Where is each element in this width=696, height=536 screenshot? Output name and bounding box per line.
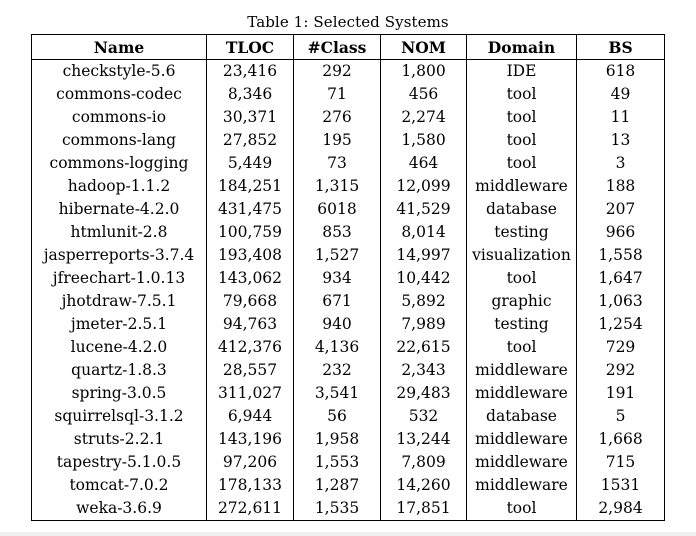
cell-name: jmeter-2.5.1 [32,313,207,336]
cell-bs: 292 [577,359,665,382]
cell-domain: tool [467,267,577,290]
cell-nom: 5,892 [381,290,467,313]
cell-class: 1,287 [294,474,381,497]
cell-tloc: 100,759 [207,221,294,244]
cell-nom: 464 [381,152,467,175]
cell-domain: testing [467,221,577,244]
cell-tloc: 143,196 [207,428,294,451]
cell-name: lucene-4.2.0 [32,336,207,359]
cell-nom: 2,274 [381,106,467,129]
cell-name: squirrelsql-3.1.2 [32,405,207,428]
table-row [32,244,665,267]
cell-tloc: 8,346 [207,83,294,106]
table-row [32,221,665,244]
cell-name: struts-2.2.1 [32,428,207,451]
cell-nom: 456 [381,83,467,106]
table-row [32,451,665,474]
cell-name: commons-io [32,106,207,129]
cell-nom: 29,483 [381,382,467,405]
cell-domain: testing [467,313,577,336]
cell-domain: IDE [467,60,577,84]
cell-bs: 1531 [577,474,665,497]
cell-nom: 1,800 [381,60,467,84]
cell-domain: middleware [467,428,577,451]
cell-bs: 13 [577,129,665,152]
cell-name: tomcat-7.0.2 [32,474,207,497]
cell-bs: 1,668 [577,428,665,451]
header-class: #Class [294,35,381,60]
table-body [32,60,665,521]
cell-class: 940 [294,313,381,336]
cell-domain: tool [467,152,577,175]
cell-tloc: 97,206 [207,451,294,474]
cell-name: commons-codec [32,83,207,106]
table-row [32,474,665,497]
cell-class: 276 [294,106,381,129]
table-row [32,405,665,428]
cell-class: 56 [294,405,381,428]
cell-domain: tool [467,106,577,129]
table-row [32,60,665,84]
cell-bs: 207 [577,198,665,221]
table-row [32,175,665,198]
cell-bs: 188 [577,175,665,198]
cell-tloc: 193,408 [207,244,294,267]
cell-domain: graphic [467,290,577,313]
cell-domain: tool [467,336,577,359]
cell-domain: middleware [467,175,577,198]
cell-class: 195 [294,129,381,152]
cell-bs: 966 [577,221,665,244]
table-caption: Table 1: Selected Systems [247,13,449,31]
cell-bs: 618 [577,60,665,84]
cell-class: 1,535 [294,497,381,521]
cell-domain: tool [467,83,577,106]
header-row [32,35,665,60]
cell-tloc: 5,449 [207,152,294,175]
cell-bs: 5 [577,405,665,428]
cell-tloc: 184,251 [207,175,294,198]
table-row [32,267,665,290]
table-row [32,83,665,106]
cell-domain: middleware [467,474,577,497]
table-row [32,359,665,382]
table-row [32,152,665,175]
cell-class: 1,527 [294,244,381,267]
cell-domain: middleware [467,382,577,405]
cell-domain: middleware [467,359,577,382]
header-nom: NOM [381,35,467,60]
bottom-scroll-strip [0,532,696,536]
cell-nom: 7,809 [381,451,467,474]
cell-class: 1,553 [294,451,381,474]
cell-nom: 22,615 [381,336,467,359]
cell-domain: tool [467,497,577,521]
cell-name: htmlunit-2.8 [32,221,207,244]
cell-name: jfreechart-1.0.13 [32,267,207,290]
cell-bs: 2,984 [577,497,665,521]
cell-tloc: 272,611 [207,497,294,521]
cell-class: 6018 [294,198,381,221]
table-row [32,428,665,451]
cell-tloc: 23,416 [207,60,294,84]
cell-bs: 3 [577,152,665,175]
cell-name: jasperreports-3.7.4 [32,244,207,267]
cell-nom: 14,997 [381,244,467,267]
cell-bs: 729 [577,336,665,359]
header-bs: BS [577,35,665,60]
table-row [32,129,665,152]
cell-bs: 11 [577,106,665,129]
cell-nom: 7,989 [381,313,467,336]
table-row [32,336,665,359]
cell-name: hibernate-4.2.0 [32,198,207,221]
cell-bs: 1,647 [577,267,665,290]
cell-name: commons-logging [32,152,207,175]
cell-name: spring-3.0.5 [32,382,207,405]
cell-class: 853 [294,221,381,244]
cell-name: tapestry-5.1.0.5 [32,451,207,474]
cell-tloc: 79,668 [207,290,294,313]
cell-class: 232 [294,359,381,382]
cell-nom: 12,099 [381,175,467,198]
header-name: Name [32,35,207,60]
cell-bs: 1,254 [577,313,665,336]
table-row [32,313,665,336]
table-row [32,497,665,521]
cell-class: 73 [294,152,381,175]
cell-name: hadoop-1.1.2 [32,175,207,198]
table-row [32,106,665,129]
cell-nom: 17,851 [381,497,467,521]
cell-domain: middleware [467,451,577,474]
cell-tloc: 94,763 [207,313,294,336]
cell-tloc: 412,376 [207,336,294,359]
cell-class: 3,541 [294,382,381,405]
cell-name: weka-3.6.9 [32,497,207,521]
cell-nom: 14,260 [381,474,467,497]
table-row [32,382,665,405]
cell-class: 1,958 [294,428,381,451]
cell-nom: 10,442 [381,267,467,290]
cell-bs: 1,558 [577,244,665,267]
cell-domain: visualization [467,244,577,267]
cell-nom: 41,529 [381,198,467,221]
cell-tloc: 28,557 [207,359,294,382]
cell-bs: 49 [577,83,665,106]
cell-name: commons-lang [32,129,207,152]
cell-class: 4,136 [294,336,381,359]
header-domain: Domain [467,35,577,60]
cell-domain: database [467,405,577,428]
cell-nom: 2,343 [381,359,467,382]
cell-class: 292 [294,60,381,84]
cell-domain: database [467,198,577,221]
cell-nom: 13,244 [381,428,467,451]
cell-class: 1,315 [294,175,381,198]
table-row [32,198,665,221]
cell-nom: 1,580 [381,129,467,152]
cell-bs: 1,063 [577,290,665,313]
cell-class: 71 [294,83,381,106]
header-tloc: TLOC [207,35,294,60]
cell-nom: 532 [381,405,467,428]
cell-name: jhotdraw-7.5.1 [32,290,207,313]
cell-bs: 715 [577,451,665,474]
cell-tloc: 6,944 [207,405,294,428]
cell-tloc: 30,371 [207,106,294,129]
cell-tloc: 178,133 [207,474,294,497]
cell-tloc: 143,062 [207,267,294,290]
cell-nom: 8,014 [381,221,467,244]
cell-tloc: 311,027 [207,382,294,405]
cell-bs: 191 [577,382,665,405]
cell-domain: tool [467,129,577,152]
systems-table [31,34,665,521]
table-row [32,290,665,313]
cell-class: 671 [294,290,381,313]
cell-class: 934 [294,267,381,290]
cell-tloc: 27,852 [207,129,294,152]
cell-tloc: 431,475 [207,198,294,221]
cell-name: checkstyle-5.6 [32,60,207,84]
cell-name: quartz-1.8.3 [32,359,207,382]
